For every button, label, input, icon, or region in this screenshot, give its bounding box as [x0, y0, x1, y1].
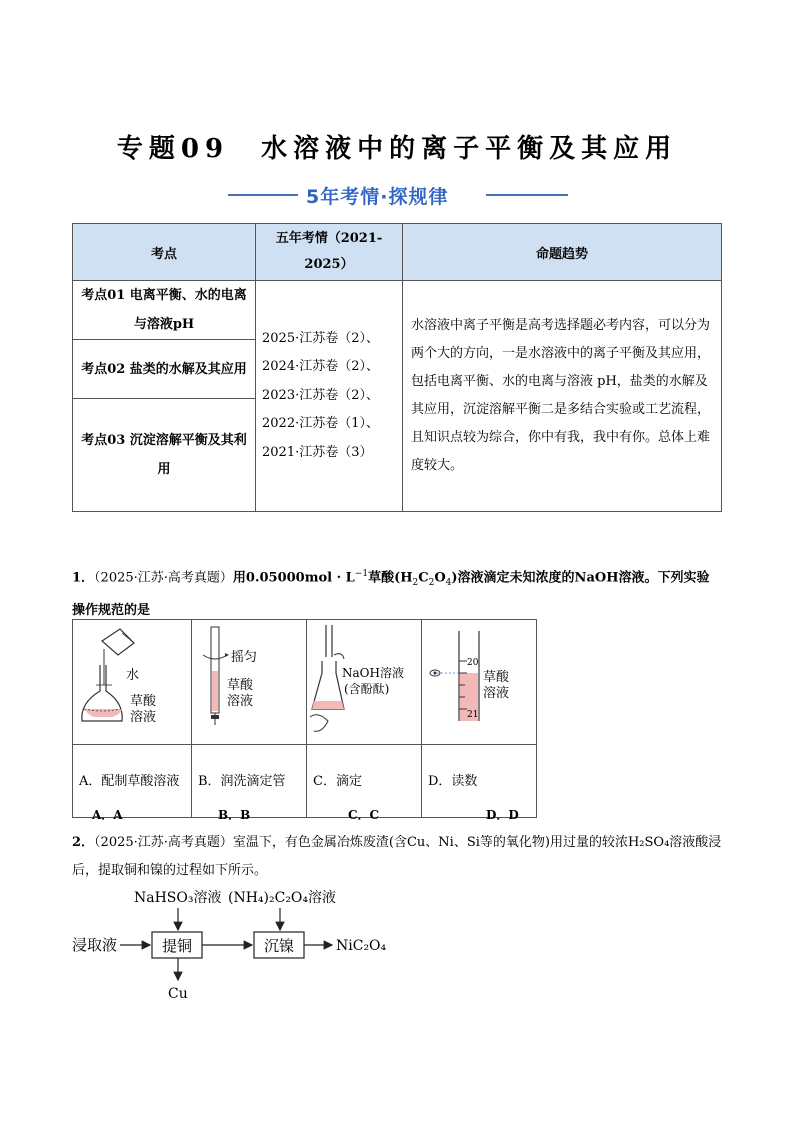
q1-text-e: )溶液滴定未知浓度的NaOH溶液。下列实验操作规范的是 [72, 570, 710, 618]
question-1 [72, 560, 722, 625]
option-b-figure [192, 620, 307, 745]
year-line: 2023·江苏卷（2）、 [262, 387, 379, 403]
q1-text-b: 草酸(H [368, 570, 413, 586]
q1-text-a: 用0.05000mol · L [232, 570, 355, 586]
q1-sub2: 2 [412, 577, 419, 588]
page-title: 专题09 水溶液中的离子平衡及其应用 [116, 134, 678, 164]
burette-reading-icon [423, 621, 525, 739]
point-02: 考点02 盐类的水解及其应用 [73, 340, 256, 399]
volumetric-flask-icon [74, 621, 190, 739]
q1-sub2b: 2 [428, 577, 435, 588]
question-2 [72, 829, 722, 885]
start-leachate: 浸取液 [72, 936, 118, 954]
year-line: 2022·江苏卷（1）、 [262, 416, 379, 432]
q1-sup: −1 [354, 569, 369, 579]
process-flowchart [70, 884, 400, 1004]
option-a-figure [73, 620, 192, 745]
label-naoh: NaOH溶液 [342, 666, 404, 680]
q2-number: 2． [72, 835, 95, 850]
option-b-label: B．润洗滴定管 [192, 745, 307, 818]
step2-label: 沉镍 [264, 937, 295, 955]
q2-source: （2025·江苏·高考真题） [94, 835, 233, 850]
header-kaodian: 考点 [73, 224, 256, 281]
option-c-label: C．滴定 [307, 745, 422, 818]
label-water: 水 [126, 668, 140, 683]
year-line: 2024·江苏卷（2）、 [262, 359, 379, 375]
answer-c[interactable]: C．C [348, 808, 380, 822]
banner-text: 5年考情·探规律 [306, 186, 449, 208]
option-c-figure [307, 620, 422, 745]
option-d-label: D．读数 [422, 745, 537, 818]
label-indicator: (含酚酞) [344, 682, 390, 696]
label-shake: 摇匀 [231, 650, 258, 665]
answer-b[interactable]: B．B [218, 808, 251, 822]
q1-text-d: O [434, 570, 446, 586]
year-line: 2025·江苏卷（2）、 [262, 330, 379, 346]
q1-source: （2025·江苏·高考真题） [94, 570, 233, 586]
q2-text: 室温下，有色金属冶炼废渣(含Cu、Ni、Si等的氧化物)用过量的较浓H₂SO₄溶液酸浸后，提取铜和镍的过程如下所示。 [72, 835, 722, 878]
year-line: 2021·江苏卷（3） [262, 444, 373, 460]
product-nic2o4: NiC₂O₄ [336, 938, 387, 954]
label-solution: 溶液 [130, 710, 157, 725]
scale-20: 20 [467, 658, 479, 668]
label-solution: 溶液 [483, 686, 510, 701]
label-acid: 草酸 [227, 678, 254, 693]
titration-flask-icon [308, 621, 410, 739]
scale-21: 21 [467, 710, 479, 720]
label-acid: 草酸 [130, 694, 157, 709]
option-a-label: A．配制草酸溶液 [73, 745, 192, 818]
q1-number: 1． [72, 570, 95, 586]
burette-rinse-icon [193, 621, 295, 739]
label-solution: 溶液 [227, 694, 254, 709]
q1-text-c: C [418, 570, 429, 586]
step1-label: 提铜 [162, 937, 193, 955]
exam-trend-table [72, 223, 722, 512]
header-trend: 命题趋势 [403, 224, 722, 281]
section-banner [228, 178, 568, 212]
point-03: 考点03 沉淀溶解平衡及其利用 [73, 399, 256, 512]
q1-options-table [72, 619, 537, 818]
option-d-figure [422, 620, 537, 745]
reagent-nahso3: NaHSO₃溶液 [134, 890, 222, 906]
byproduct-cu: Cu [168, 986, 188, 1002]
label-acid: 草酸 [483, 670, 510, 685]
answer-d[interactable]: D．D [486, 808, 519, 822]
banner-line-right [486, 194, 568, 196]
banner-line-left [228, 194, 298, 196]
q1-sub4: 4 [445, 577, 452, 588]
point-01: 考点01 电离平衡、水的电离与溶液pH [73, 281, 256, 340]
header-years: 五年考情（2021-2025） [256, 224, 403, 281]
reagent-nh4-oxalate: (NH₄)₂C₂O₄溶液 [228, 890, 337, 906]
trend-text: 水溶液中离子平衡是高考选择题必考内容，可以分为两个大的方向，一是水溶液中的离子平衡及其应用，包括电离平衡、水的电离与溶液 pH，盐类的水解及其应用，沉淀溶解平衡二是多结合实验或工艺流程，且知识点较为综合，你中有我，我中有你。总体上难度较大。 [403, 281, 722, 512]
years-cell [256, 281, 403, 512]
answer-a[interactable]: A．A [92, 808, 123, 822]
